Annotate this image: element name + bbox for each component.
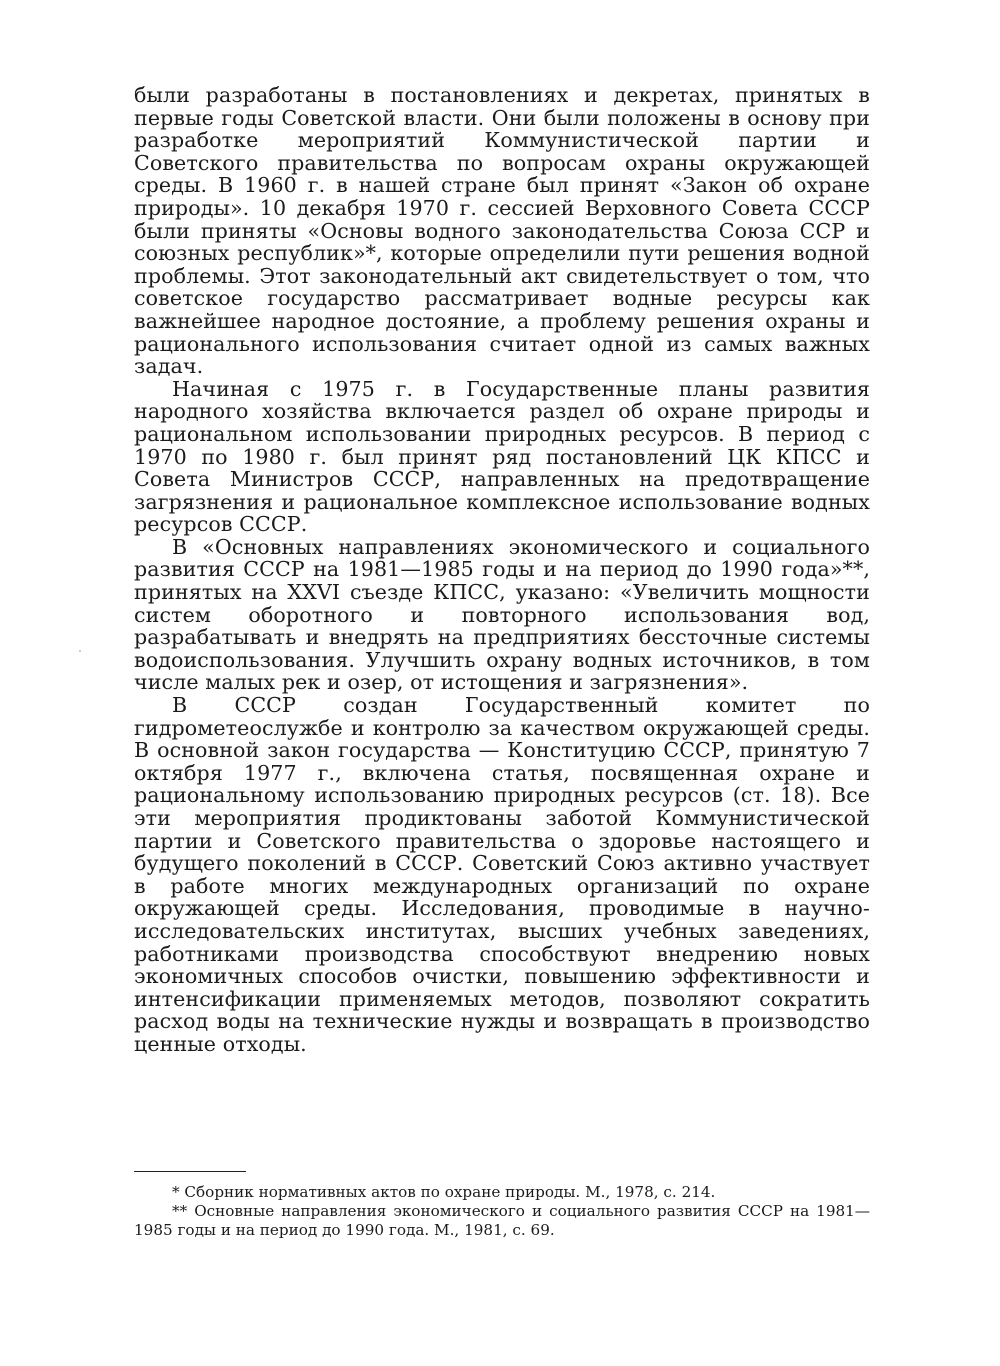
paragraph-4: В СССР создан Государственный комитет по гидрометеослужбе и контролю за качеством окружающей среды. В основной закон государства — Конституцию СССР, принятую 7 октября 1977 г., включена статья, посвященная охране и рациональному использованию природных ресурсов (ст. 18). Все эти мероприятия продиктованы заботой Коммунистической партии и Советского правительства о здоровье настоящего и будущего поколений в СССР. Советский Союз активно участвует в работе многих международных организаций по охране окружающей среды. Исследования, проводимые в научно-исследовательских институтах, высших учебных заведениях, работниками производства способствуют внедрению новых экономичных способов очистки, повышению эффективности и интенсификации применяемых методов, позволяют сократить расход воды на технические нужды и возвращать в производство ценные отходы. — [134, 693, 870, 1056]
footnotes — [134, 1183, 870, 1240]
footnote-1: * Сборник нормативных актов по охране природы. М., 1978, с. 214. — [172, 1183, 716, 1201]
footnote-2: ** Основные направления экономического и социального развития СССР на 1981—1985 годы и на период до 1990 года. М., 1981, с. 69. — [134, 1202, 870, 1239]
paragraph-1: были разработаны в постановлениях и декретах, принятых в первые годы Советской власти. Они были положены в основу при разработке мероприятий Коммунистической партии и Советского правительства по вопросам охраны окружающей среды. В 1960 г. в нашей стране был принят «Закон об охране природы». 10 декабря 1970 г. сессией Верховного Совета СССР были приняты «Основы водного законодательства Союза ССР и союзных республик»*, которые определили пути решения водной проблемы. Этот законодательный акт свидетельствует о том, что советское государство рассматривает водные ресурсы как важнейшее народное достояние, а проблему решения охраны и рационального использования считает одной из самых важных задач. — [134, 83, 870, 379]
scan-speck — [79, 650, 81, 652]
paragraph-2: Начиная с 1975 г. в Государственные планы развития народного хозяйства включается раздел об охране природы и рациональном использовании природных ресурсов. В период с 1970 по 1980 г. был принят ряд постановлений ЦК КПСС и Совета Министров СССР, направленных на предотвращение загрязнения и рациональное комплексное использование водных ресурсов СССР. — [134, 376, 870, 537]
main-text — [134, 84, 870, 1056]
paragraph-3: В «Основных направлениях экономического и социального развития СССР на 1981—1985 годы и на период до 1990 года»**, принятых на XXVI съезде КПСС, указано: «Увеличить мощности систем оборотного и повторного использования вод, разрабатывать и внедрять на предприятиях бессточные системы водоиспользования. Улучшить охрану водных источников, в том числе малых рек и озер, от истощения и загрязнения». — [134, 534, 870, 695]
footnote-divider — [134, 1171, 246, 1172]
